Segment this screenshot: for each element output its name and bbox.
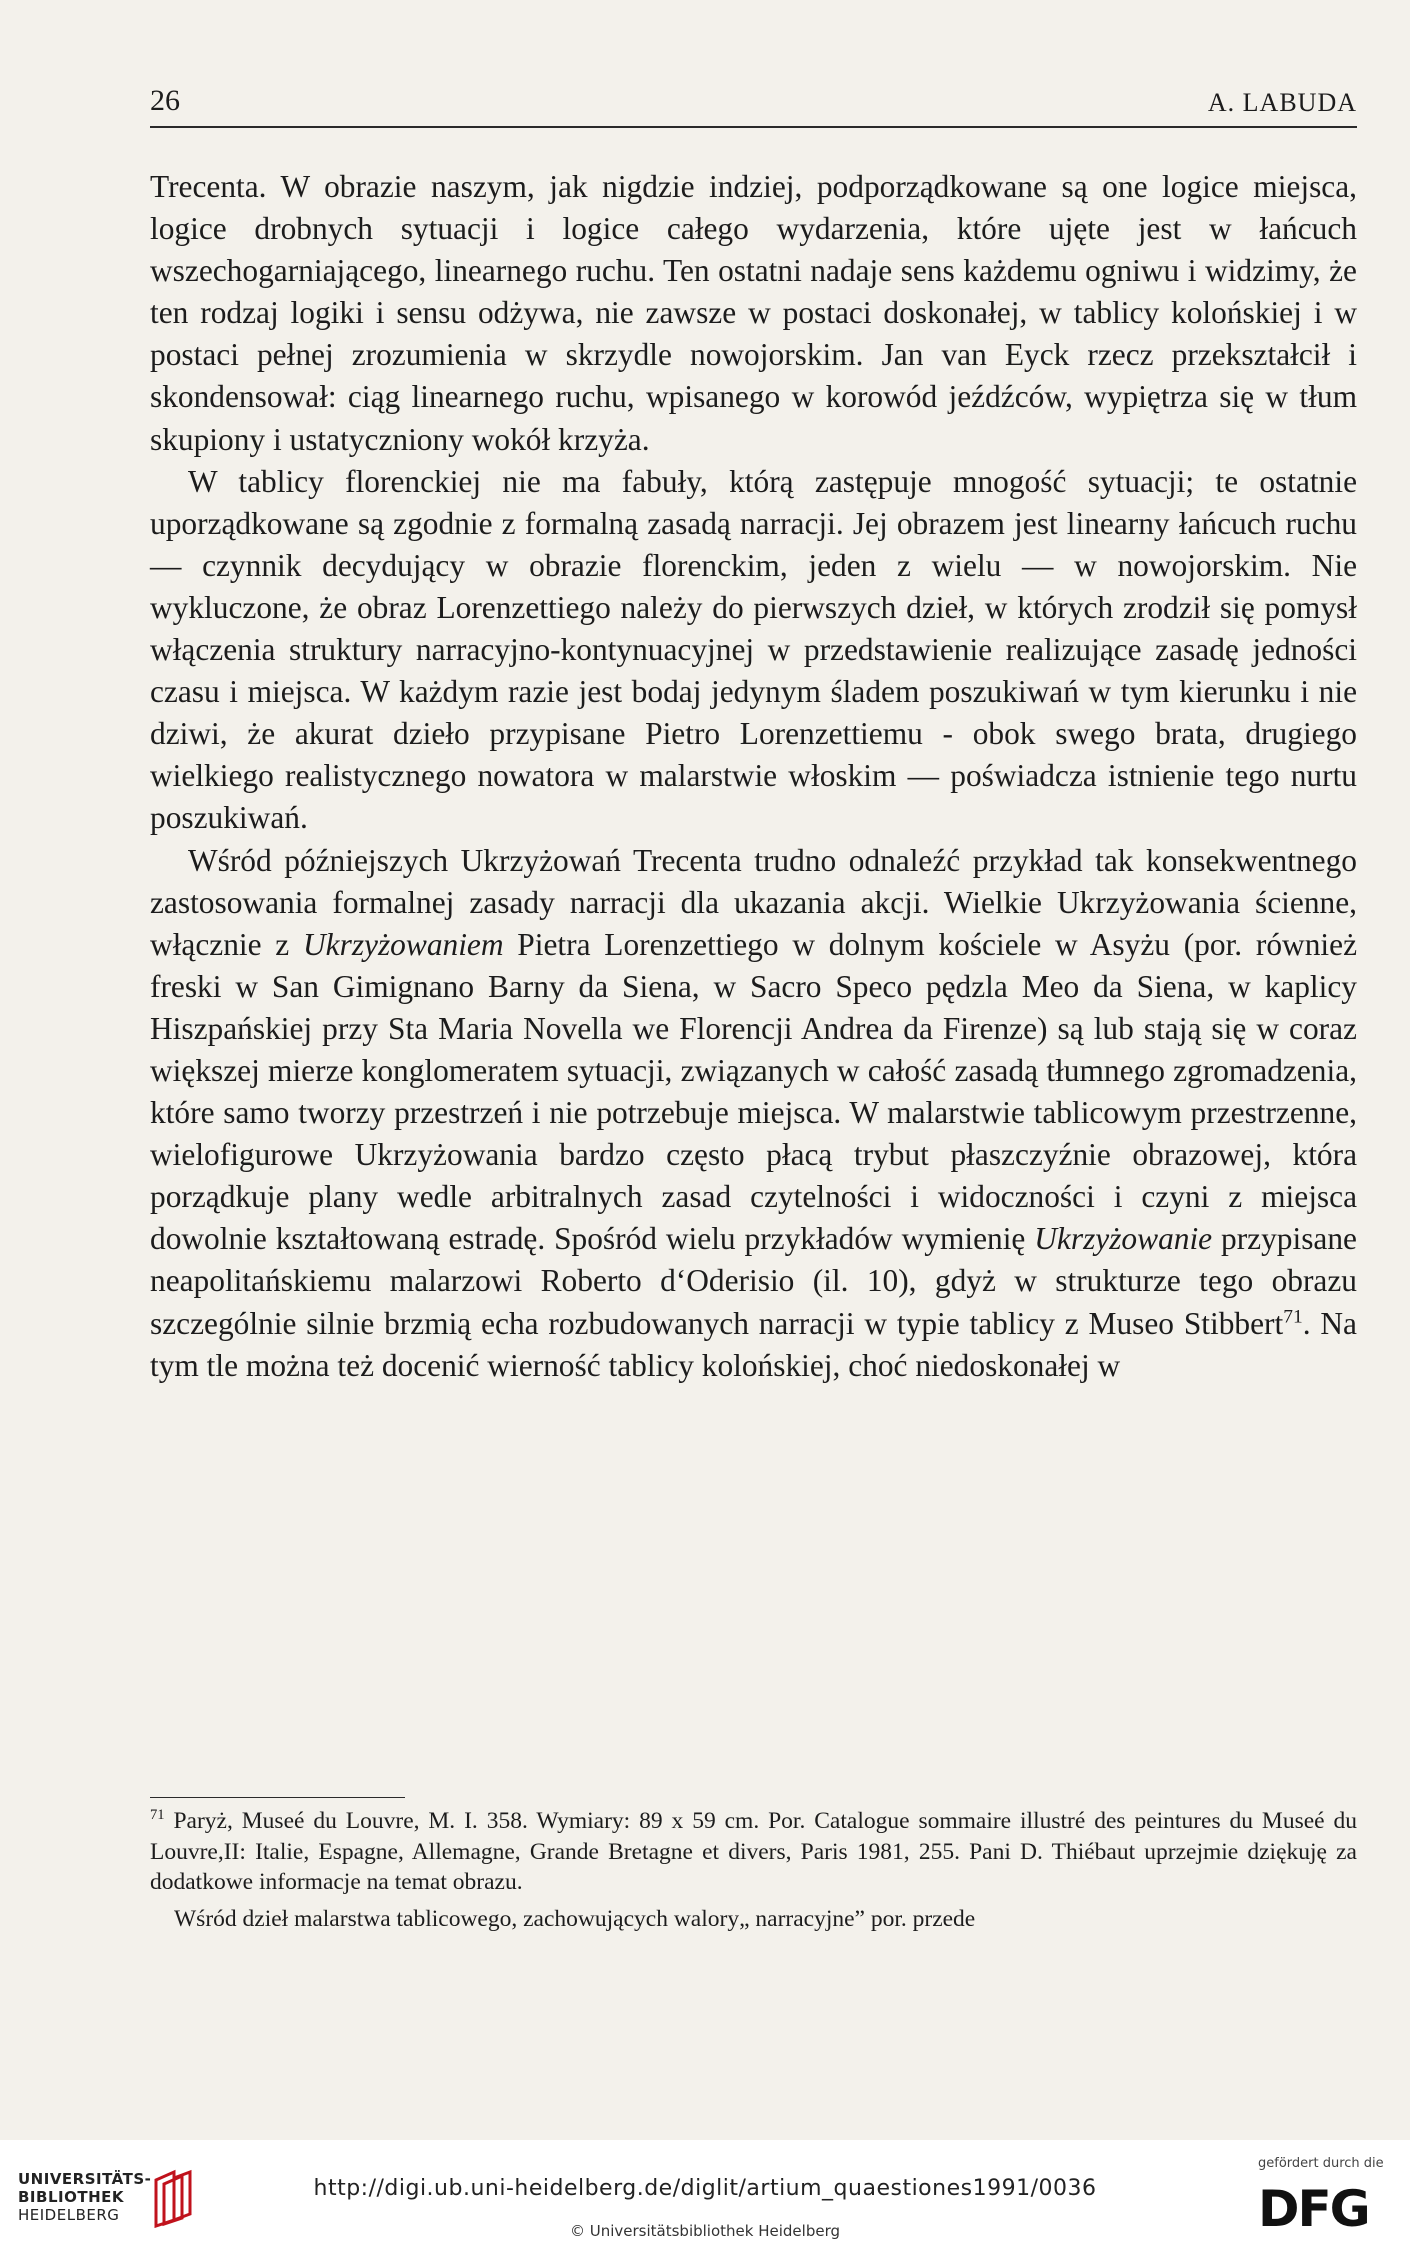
dfg-logo-icon xyxy=(1256,2180,1380,2232)
copyright-notice: © Universitätsbibliothek Heidelberg xyxy=(569,2222,840,2240)
page-number: 26 xyxy=(150,84,180,117)
paragraph-1: Trecenta. W obrazie naszym, jak nigdzie indziej, podporządkowane są one logice miejsca, logice drobnych sytuacji i logice całego wydarzenia, które ujęte jest w łańcuch wszechogarniającego, linearnego ruchu. Ten ostatni nadaje sens każdemu ogniwu i widzimy, że ten rodzaj logiki i sensu odżywa, nie zawsze w postaci doskonałej, w tablicy kolońskiej i w postaci pełnej zrozumienia w skrzydle nowojorskim. Jan van Eyck rzecz przekształcił i skondensował: ciąg linearnego ruchu, wpisanego w korowód jeźdźców, wypiętrza się w tłum skupiony i ustatyczniony wokół krzyża. xyxy=(150,169,1357,457)
footnote-divider xyxy=(150,1797,405,1798)
paragraph-3-part-4: . Na tym tle można też docenić wierność tablicy kolońskiej, choć niedoskonałej w xyxy=(150,1305,1357,1383)
footnotes xyxy=(150,1806,1357,1934)
dfg-logo-text: DFG xyxy=(1258,2180,1369,2232)
footnote-continuation: Wśród dzieł malarstwa tablicowego, zachowujących walory„ narracyjne” por. przede xyxy=(174,1905,976,1932)
library-line-1: UNIVERSITÄTS- xyxy=(18,2170,152,2188)
body-text xyxy=(150,166,1357,1387)
footnote-reference[interactable]: 71 xyxy=(1283,1306,1303,1328)
running-head-author: A. LABUDA xyxy=(1207,88,1357,117)
italic-term-ukrzyzowanie: Ukrzyżowanie xyxy=(1034,1221,1213,1257)
paragraph-3-part-1: Wśród późniejszych Ukrzyżowań Trecenta trudno odnaleźć przykład tak konsekwentnego zastosowania formalnej zasady narracji dla ukazania akcji. Wielkie Ukrzyżowania ścienne, włącznie z xyxy=(150,842,1357,962)
library-line-3: HEIDELBERG xyxy=(18,2206,120,2224)
funding-label: gefördert durch die xyxy=(1258,2156,1384,2171)
italic-term-ukrzyzowaniem: Ukrzyżowaniem xyxy=(303,926,504,962)
paragraph-3-part-3: przypisane neapolitańskiemu malarzowi Roberto d‘Oderisio (il. 10), gdyż w strukturze tego obrazu szczególnie silnie brzmią echa rozbudowanych narracji w typie tablicy z Museo Stibbert xyxy=(150,1221,1357,1341)
digitization-footer xyxy=(0,2140,1410,2262)
paragraph-2: W tablicy florenckiej nie ma fabuły, którą zastępuje mnogość sytuacji; te ostatnie uporządkowane są zgodnie z formalną zasadą narracji. Jej obrazem jest linearny łańcuch ruchu — czynnik decydujący w obrazie florenckim, jeden z wielu — w nowojorskim. Nie wykluczone, że obraz Lorenzettiego należy do pierwszych dzieł, w których zrodził się pomysł włączenia struktury narracyjno-kontynuacyjnej w przedstawienie realizujące zasadę jedności czasu i miejsca. W każdym razie jest bodaj jedynym śladem poszukiwań w tym kierunku i nie dziwi, że akurat dzieło przypisane Pietro Lorenzettiemu - obok swego brata, drugiego wielkiego realistycznego nowatora w malarstwie włoskim — poświadcza istnienie tego nurtu poszukiwań. xyxy=(150,463,1357,836)
paragraph-3 xyxy=(150,840,1357,1387)
page-header xyxy=(150,82,1357,128)
library-line-2: BIBLIOTHEK xyxy=(18,2188,124,2206)
source-url-link[interactable]: http://digi.ub.uni-heidelberg.de/diglit/artium_quaestiones1991/0036 xyxy=(313,2176,1097,2201)
footnote-number: 71 xyxy=(150,1807,165,1824)
footnote-71 xyxy=(150,1806,1357,1898)
paragraph-3-part-2: Pietra Lorenzettiego w dolnym kościele w Asyżu (por. również freski w San Gimignano Barny da Siena, w Sacro Speco pędzla Meo da Siena, w kaplicy Hiszpańskiej przy Sta Maria Novella we Florencji Andrea da Firenze) są lub stają się w coraz większej mierze konglomeratem sytuacji, związanych w całość zasadą tłumnego zgromadzenia, które samo tworzy przestrzeń i nie potrzebuje miejsca. W malarstwie tablicowym przestrzenne, wielofigurowe Ukrzyżowania bardzo często płacą trybut płaszczyźnie obrazowej, która porządkuje plany wedle arbitralnych zasad czytelności i widoczności i czyni z miejsca dowolnie kształtowaną estradę. Spośród wielu przykładów wymienię xyxy=(150,926,1357,1257)
footnote-71-text: Paryż, Museé du Louvre, M. I. 358. Wymiary: 89 x 59 cm. Por. Catalogue sommaire illustré des peintures du Museé du Louvre,II: Italie, Espagne, Allemagne, Grande Bretagne et divers, Paris 1981, 255. Pani D. Thiébaut uprzejmie dziękuję za dodatkowe informacje na temat obrazu. xyxy=(150,1808,1357,1895)
